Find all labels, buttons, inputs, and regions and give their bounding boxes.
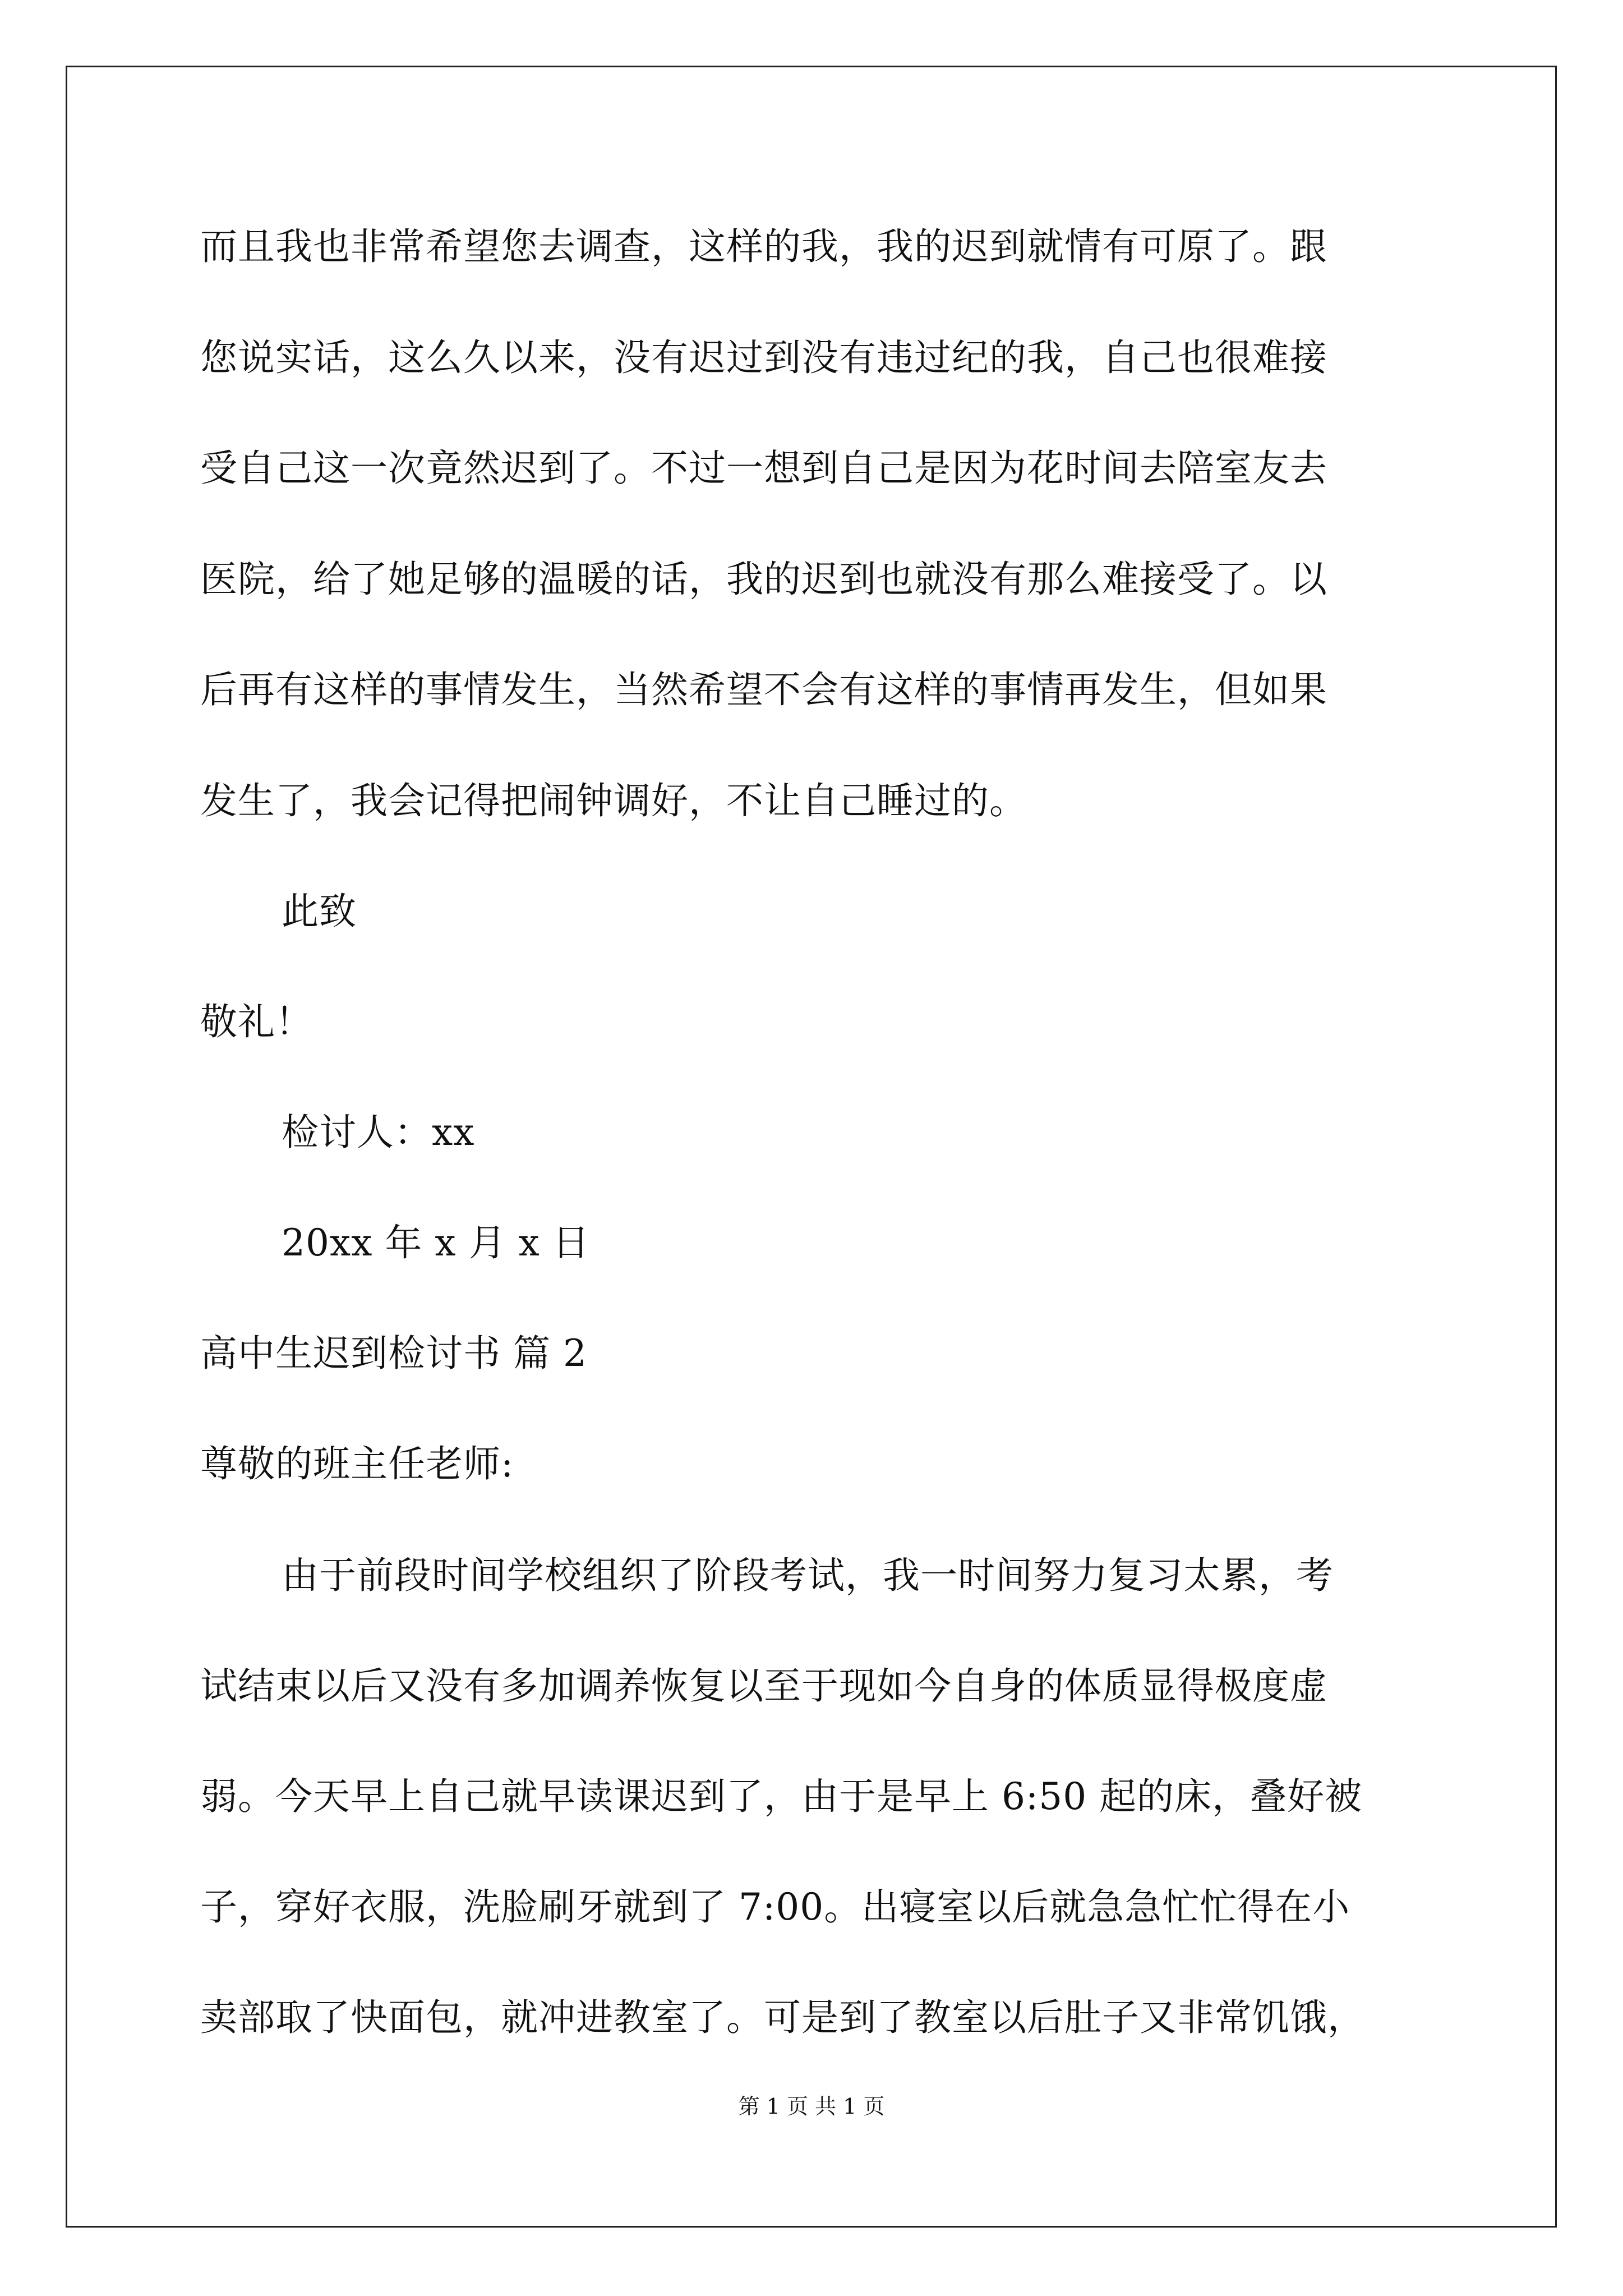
section-title: 高中生迟到检讨书 篇 2 <box>200 1332 587 1375</box>
body-text-line: 而且我也非常希望您去调查，这样的我，我的迟到就情有可原了。跟 <box>200 225 1327 268</box>
body-text-line: 由于前段时间学校组织了阶段考试，我一时间努力复习太累，考 <box>282 1554 1334 1597</box>
body-text-line: 子，穿好衣服，洗脸刷牙就到了 7:00。出寝室以后就急急忙忙得在小 <box>200 1885 1350 1929</box>
body-text-line: 后再有这样的事情发生，当然希望不会有这样的事情再发生，但如果 <box>200 668 1327 711</box>
closing-regards: 敬礼！ <box>200 1000 313 1043</box>
closing-salutation: 此致 <box>282 890 357 933</box>
body-text-line: 您说实话，这么久以来，没有迟过到没有违过纪的我，自己也很难接 <box>200 336 1327 379</box>
body-text-line: 试结束以后又没有多加调养恢复以至于现如今自身的体质显得极度虚 <box>200 1664 1327 1708</box>
body-text-line: 弱。今天早上自己就早读课迟到了，由于是早上 6:50 起的床，叠好被 <box>200 1775 1363 1818</box>
body-text-line: 医院，给了她足够的温暖的话，我的迟到也就没有那么难接受了。以 <box>200 558 1327 601</box>
body-text-line: 受自己这一次竟然迟到了。不过一想到自己是因为花时间去陪室友去 <box>200 447 1327 490</box>
body-text-line: 发生了，我会记得把闹钟调好，不让自己睡过的。 <box>200 779 1027 822</box>
body-text-line: 卖部取了快面包，就冲进教室了。可是到了教室以后肚子又非常饥饿， <box>200 1996 1365 2039</box>
date: 20xx 年 x 月 x 日 <box>282 1221 590 1264</box>
salutation: 尊敬的班主任老师: <box>200 1442 514 1485</box>
signer: 检讨人：xx <box>282 1111 475 1154</box>
page-footer: 第 1 页 共 1 页 <box>738 2094 885 2119</box>
